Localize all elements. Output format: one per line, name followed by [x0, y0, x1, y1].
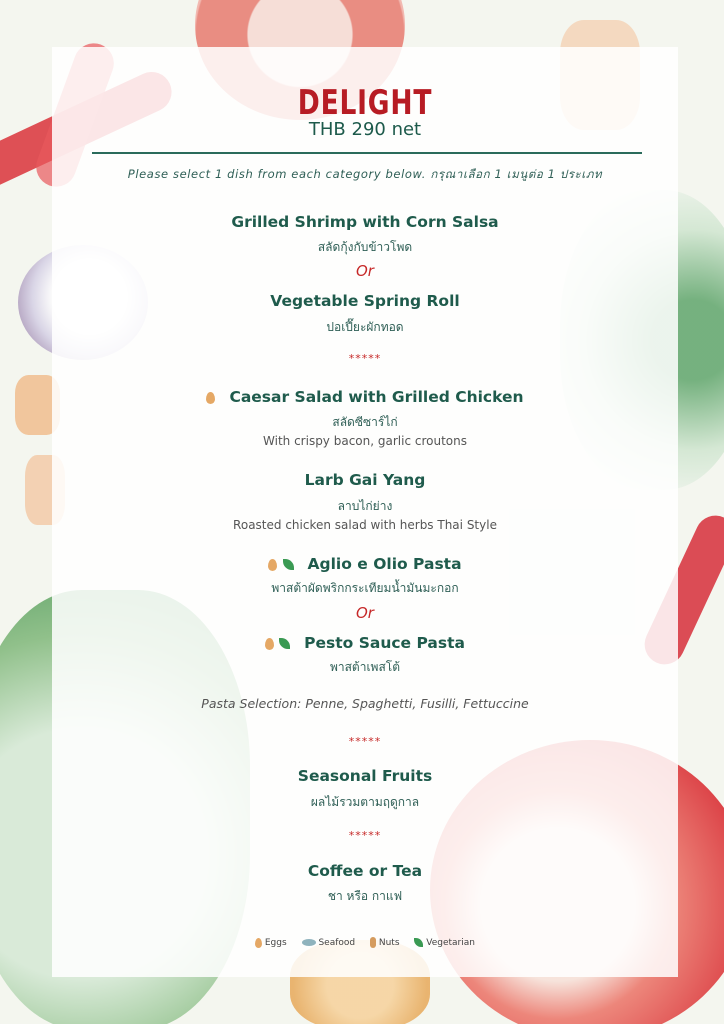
legend-eggs [255, 938, 287, 948]
drink-name: Coffee or Tea [307, 862, 423, 880]
divider-3: ***** [348, 829, 382, 842]
starter-1-thai: สลัดกุ้งกับข้าวโพด [317, 240, 413, 254]
pasta-selection-note: Pasta Selection: Penne, Spaghetti, Fusilli, Fettuccine [201, 696, 529, 711]
leaf-icon [414, 938, 423, 947]
starter-2-name: Vegetable Spring Roll [270, 292, 460, 310]
divider-2: ***** [348, 735, 382, 748]
starter-2-thai: ปอเปี๊ยะผักทอด [326, 320, 404, 334]
pesto-thai: พาสต้าเพสโต้ [329, 660, 401, 674]
or-label-2: Or [356, 604, 374, 622]
legend-seafood [302, 938, 356, 948]
egg-icon [206, 392, 215, 404]
larb-thai: ลาบไก่ย่าง [337, 499, 393, 513]
legend-seafood-label: Seafood [318, 938, 356, 948]
larb-desc: Roasted chicken salad with herbs Thai Style [233, 518, 497, 532]
leaf-icon [283, 559, 294, 570]
aglio-thai: พาสต้าผัดพริกกระเทียมน้ำมันมะกอก [271, 581, 459, 595]
aglio-name: Aglio e Olio Pasta [307, 555, 462, 573]
legend-eggs-label: Eggs [264, 938, 287, 948]
instruction-text: Please select 1 dish from each category below. กรุณาเลือก 1 เมนูต่อ 1 ประเภท [127, 167, 603, 181]
pesto-row [52, 633, 678, 652]
nut-icon [370, 937, 376, 948]
header-divider [92, 152, 642, 154]
dietary-legend [52, 937, 678, 948]
fish-icon [302, 939, 316, 946]
leaf-icon [279, 638, 290, 649]
legend-vegetarian [414, 938, 475, 948]
aglio-row [52, 554, 678, 573]
egg-icon [265, 638, 274, 650]
egg-icon [268, 559, 277, 571]
caesar-thai: สลัดซีซาร์ไก่ [332, 415, 398, 429]
caesar-name: Caesar Salad with Grilled Chicken [229, 388, 524, 406]
larb-name: Larb Gai Yang [304, 471, 426, 489]
pesto-name: Pesto Sauce Pasta [304, 634, 465, 652]
or-label-1: Or [356, 262, 374, 280]
legend-nuts [370, 938, 400, 948]
menu-price: THB 290 net [308, 119, 422, 140]
egg-icon [255, 938, 262, 948]
dessert-name: Seasonal Fruits [297, 767, 433, 785]
menu-title: DELIGHT [297, 83, 433, 123]
caesar-desc: With crispy bacon, garlic croutons [263, 434, 467, 448]
drink-thai: ชา หรือ กาแฟ [327, 889, 403, 903]
legend-vegetarian-label: Vegetarian [426, 938, 475, 948]
legend-nuts-label: Nuts [378, 938, 400, 948]
dessert-thai: ผลไม้รวมตามฤดูกาล [310, 795, 420, 809]
starter-1-name: Grilled Shrimp with Corn Salsa [231, 213, 499, 231]
menu-card [52, 47, 678, 977]
caesar-row [52, 387, 678, 406]
divider-1: ***** [348, 352, 382, 365]
